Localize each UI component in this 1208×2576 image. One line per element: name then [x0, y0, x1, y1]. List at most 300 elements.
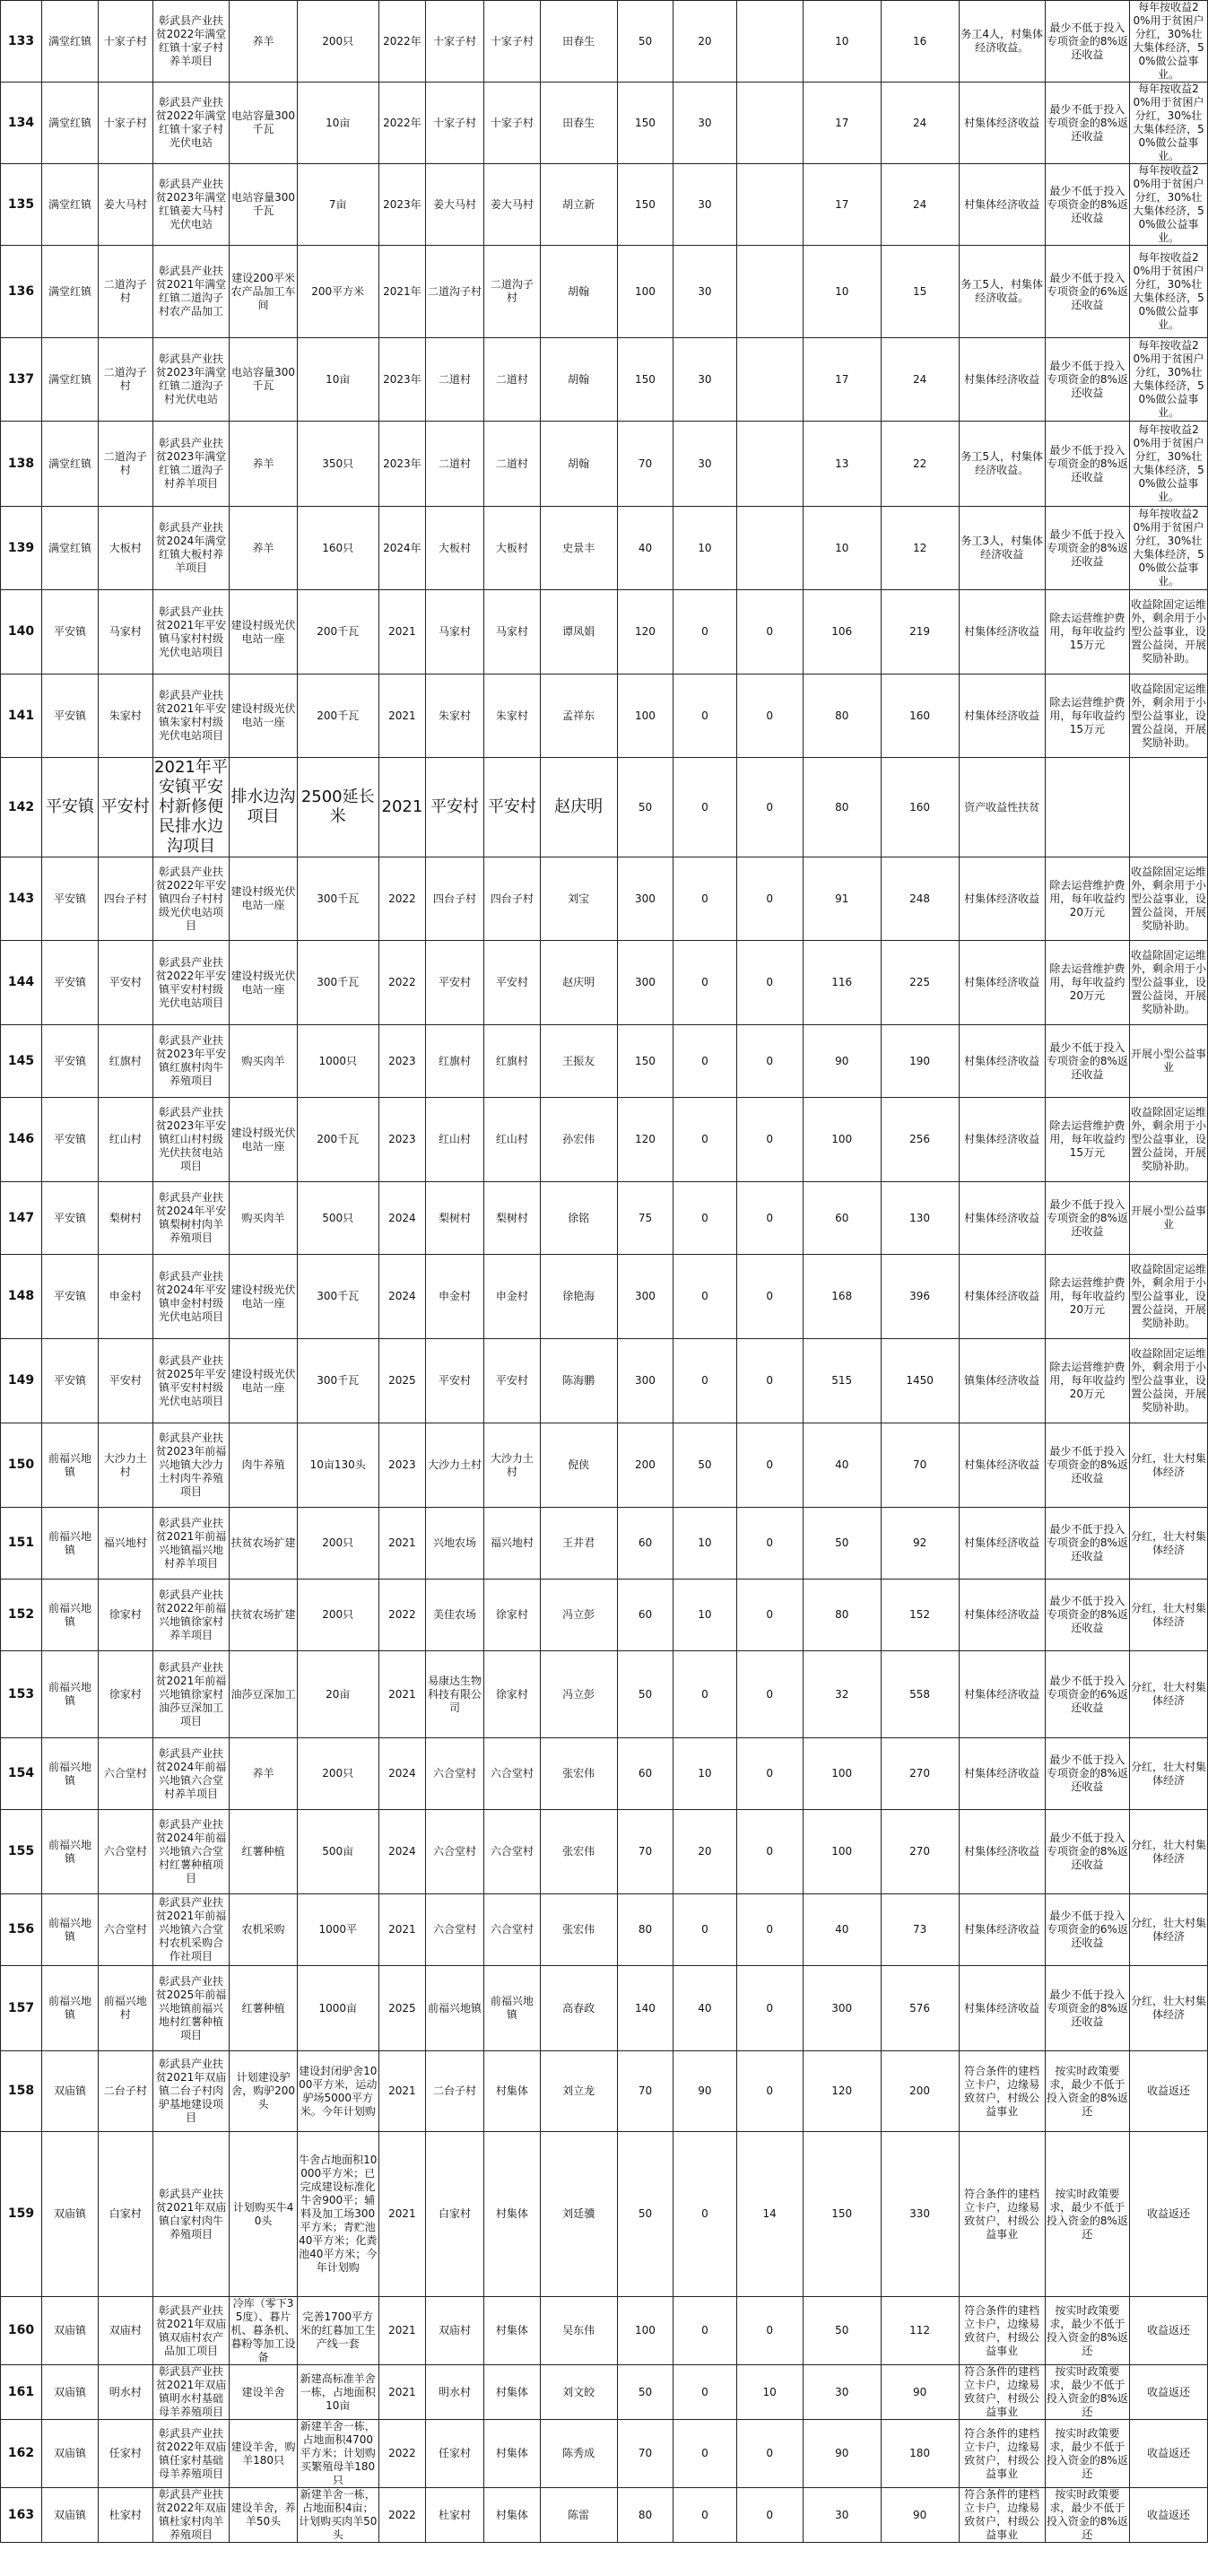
- fund-cell: 0: [674, 2420, 736, 2488]
- total-investment-cell: 300: [617, 1255, 674, 1339]
- amount-cell-1: 0: [736, 758, 803, 857]
- amount-cell-2: 40: [803, 1423, 881, 1508]
- amount-cell-1: 0: [736, 1098, 803, 1182]
- amount-cell-2: 100: [803, 1738, 881, 1810]
- town-cell: 满堂红镇: [42, 422, 99, 507]
- scale-cell: 新建羊舍一栋，占地面积4700平方米；计划购买繁殖母羊180只: [297, 2420, 378, 2488]
- fund-cell: 0: [674, 2132, 736, 2297]
- village-cell: 六合堂村: [98, 1810, 152, 1894]
- row-number: 141: [1, 674, 42, 758]
- benefit-mode-cell: 村集体经济收益: [959, 857, 1045, 941]
- table-row: [1, 1, 1208, 83]
- total-investment-cell: 60: [617, 1508, 674, 1580]
- amount-cell-1: [736, 246, 803, 338]
- town-cell: 平安镇: [42, 674, 99, 758]
- village-cell: 十家子村: [98, 1, 152, 83]
- contact-person-cell: 王井君: [540, 1508, 617, 1580]
- scale-cell: 160只: [297, 507, 378, 590]
- owner-cell: 六合堂村: [483, 1738, 540, 1810]
- project-name-cell: 彰武县产业扶贫2023年平安镇红旗村肉牛养殖项目: [152, 1025, 230, 1098]
- row-number: 150: [1, 1423, 42, 1508]
- contact-person-cell: 胡翰: [540, 338, 617, 422]
- table-row: [1, 422, 1208, 507]
- year-cell: 2022: [378, 941, 425, 1025]
- amount-cell-2: 100: [803, 1810, 881, 1894]
- construction-content-cell: 农机采购: [230, 1894, 297, 1966]
- amount-cell-3: 16: [881, 1, 959, 83]
- amount-cell-2: 10: [803, 1, 881, 83]
- amount-cell-1: 0: [736, 1580, 803, 1651]
- amount-cell-2: 13: [803, 422, 881, 507]
- site-cell: 任家村: [426, 2420, 484, 2488]
- fund-cell: 0: [674, 1255, 736, 1339]
- row-number: 154: [1, 1738, 42, 1810]
- fund-cell: 10: [674, 1508, 736, 1580]
- benefit-mode-cell: 符合条件的建档立卡户，边缘易致贫户，村级公益事业: [959, 2132, 1045, 2297]
- amount-cell-2: 60: [803, 1182, 881, 1255]
- year-cell: 2023: [378, 1423, 425, 1508]
- fund-cell: 0: [674, 590, 736, 674]
- owner-cell: 十家子村: [483, 1, 540, 83]
- row-number: 137: [1, 338, 42, 422]
- village-cell: 杜家村: [98, 2488, 152, 2543]
- amount-cell-2: 515: [803, 1339, 881, 1423]
- town-cell: 前福兴地镇: [42, 1423, 99, 1508]
- contact-person-cell: 刘廷骥: [540, 2132, 617, 2297]
- table-row: [1, 164, 1208, 246]
- town-cell: 满堂红镇: [42, 246, 99, 338]
- contact-person-cell: 胡翰: [540, 422, 617, 507]
- income-use-cell: 收益除固定运维外，剩余用于小型公益事业，设置公益岗，开展奖励补助。: [1130, 590, 1208, 674]
- site-cell: 二道沟子村: [426, 246, 484, 338]
- amount-cell-2: 80: [803, 1580, 881, 1651]
- income-use-cell: 收益返还: [1130, 2051, 1208, 2132]
- year-cell: 2023年: [378, 422, 425, 507]
- total-investment-cell: 300: [617, 941, 674, 1025]
- site-cell: 兴地农场: [426, 1508, 484, 1580]
- table-row: [1, 2420, 1208, 2488]
- town-cell: 平安镇: [42, 758, 99, 857]
- amount-cell-2: 90: [803, 2420, 881, 2488]
- village-cell: 马家村: [98, 590, 152, 674]
- contact-person-cell: 冯立彭: [540, 1580, 617, 1651]
- benefit-mode-cell: 村集体经济收益: [959, 1508, 1045, 1580]
- row-number: 162: [1, 2420, 42, 2488]
- fund-cell: 0: [674, 1894, 736, 1966]
- town-cell: 平安镇: [42, 1255, 99, 1339]
- fund-cell: 0: [674, 1182, 736, 1255]
- scale-cell: 新建高标准羊舍一栋，占地面积10亩: [297, 2365, 378, 2420]
- village-cell: 红旗村: [98, 1025, 152, 1098]
- village-cell: 徐家村: [98, 1580, 152, 1651]
- amount-cell-3: 1450: [881, 1339, 959, 1423]
- project-name-cell: 彰武县产业扶贫2022年满堂红镇十家子村养羊项目: [152, 1, 230, 83]
- amount-cell-1: 0: [736, 1025, 803, 1098]
- total-investment-cell: 50: [617, 1651, 674, 1738]
- row-number: 160: [1, 2297, 42, 2365]
- amount-cell-3: 256: [881, 1098, 959, 1182]
- amount-cell-1: 0: [736, 1255, 803, 1339]
- construction-content-cell: 建设村级光伏电站一座: [230, 1098, 297, 1182]
- owner-cell: 大沙力土村: [483, 1423, 540, 1508]
- table-row: [1, 2365, 1208, 2420]
- scale-cell: 20亩: [297, 1651, 378, 1738]
- income-use-cell: 每年按收益20%用于贫困户分红，30%壮大集体经济，50%做公益事业。: [1130, 507, 1208, 590]
- village-cell: 双庙村: [98, 2297, 152, 2365]
- benefit-mode-cell: 村集体经济收益: [959, 1182, 1045, 1255]
- income-use-cell: 分红，壮大村集体经济: [1130, 1810, 1208, 1894]
- return-rule-cell: 除去运营维护费用，每年收益约20万元: [1045, 941, 1129, 1025]
- year-cell: 2022年: [378, 1, 425, 83]
- construction-content-cell: 计划购买牛40头: [230, 2132, 297, 2297]
- village-cell: 二台子村: [98, 2051, 152, 2132]
- return-rule-cell: 最少不低于投入专项资金的6%返还收益: [1045, 246, 1129, 338]
- year-cell: 2021: [378, 2297, 425, 2365]
- village-cell: 明水村: [98, 2365, 152, 2420]
- table-row: [1, 941, 1208, 1025]
- scale-cell: 建设封闭驴舍1000平方米，运动驴场5000平方米。今年计划购: [297, 2051, 378, 2132]
- fund-cell: 0: [674, 1098, 736, 1182]
- income-use-cell: 开展小型公益事业: [1130, 1025, 1208, 1098]
- benefit-mode-cell: 务工5人，村集体经济收益。: [959, 422, 1045, 507]
- town-cell: 前福兴地镇: [42, 1894, 99, 1966]
- contact-person-cell: 徐铭: [540, 1182, 617, 1255]
- owner-cell: 二道沟子村: [483, 246, 540, 338]
- income-use-cell: 分红，壮大村集体经济: [1130, 1580, 1208, 1651]
- amount-cell-3: 558: [881, 1651, 959, 1738]
- project-name-cell: 彰武县产业扶贫2022年双庙镇任家村基础母羊养殖项目: [152, 2420, 230, 2488]
- table-row: [1, 1651, 1208, 1738]
- income-use-cell: 每年按收益20%用于贫困户分红，30%壮大集体经济，50%做公益事业。: [1130, 1, 1208, 83]
- return-rule-cell: 除去运营维护费用，每年收益约15万元: [1045, 674, 1129, 758]
- amount-cell-3: 70: [881, 1423, 959, 1508]
- site-cell: 白家村: [426, 2132, 484, 2297]
- village-cell: 平安村: [98, 941, 152, 1025]
- owner-cell: 前福兴地镇: [483, 1966, 540, 2051]
- project-name-cell: 彰武县产业扶贫2023年平安镇红山村村级光伏扶贫电站项目: [152, 1098, 230, 1182]
- amount-cell-3: 24: [881, 338, 959, 422]
- return-rule-cell: 最少不低于投入专项资金的8%返还收益: [1045, 1025, 1129, 1098]
- construction-content-cell: 计划建设驴舍，购驴200头: [230, 2051, 297, 2132]
- fund-cell: 20: [674, 1810, 736, 1894]
- return-rule-cell: 按实时政策要求，最少不低于投入资金的8%返还: [1045, 2051, 1129, 2132]
- amount-cell-3: 225: [881, 941, 959, 1025]
- amount-cell-2: 30: [803, 2488, 881, 2543]
- income-use-cell: 每年按收益20%用于贫困户分红，30%壮大集体经济，50%做公益事业。: [1130, 83, 1208, 164]
- row-number: 147: [1, 1182, 42, 1255]
- amount-cell-1: [736, 164, 803, 246]
- return-rule-cell: 最少不低于投入专项资金的8%返还收益: [1045, 507, 1129, 590]
- fund-cell: 0: [674, 1651, 736, 1738]
- town-cell: 双庙镇: [42, 2132, 99, 2297]
- amount-cell-3: 576: [881, 1966, 959, 2051]
- amount-cell-2: 80: [803, 674, 881, 758]
- table-row: [1, 1810, 1208, 1894]
- scale-cell: 牛舍占地面积10000平方米；已完成建设标准化牛舍900平；辅料及加工场300平方米；青贮池40平方米；化粪池40平方米；今年计划购: [297, 2132, 378, 2297]
- return-rule-cell: 除去运营维护费用，每年收益约20万元: [1045, 1255, 1129, 1339]
- year-cell: 2024: [378, 1738, 425, 1810]
- site-cell: 朱家村: [426, 674, 484, 758]
- total-investment-cell: 80: [617, 1894, 674, 1966]
- scale-cell: 200只: [297, 1738, 378, 1810]
- scale-cell: 1000只: [297, 1025, 378, 1098]
- site-cell: 平安村: [426, 1339, 484, 1423]
- table-row: [1, 857, 1208, 941]
- construction-content-cell: 扶贫农场扩建: [230, 1580, 297, 1651]
- owner-cell: 二道村: [483, 422, 540, 507]
- total-investment-cell: 70: [617, 2051, 674, 2132]
- year-cell: 2022: [378, 2488, 425, 2543]
- total-investment-cell: 100: [617, 674, 674, 758]
- town-cell: 双庙镇: [42, 2365, 99, 2420]
- income-use-cell: 分红，壮大村集体经济: [1130, 1423, 1208, 1508]
- village-cell: 二道沟子村: [98, 246, 152, 338]
- benefit-mode-cell: 村集体经济收益: [959, 1025, 1045, 1098]
- project-name-cell: 彰武县产业扶贫2021年双庙镇白家村肉牛养殖项目: [152, 2132, 230, 2297]
- site-cell: 红旗村: [426, 1025, 484, 1098]
- scale-cell: 200千瓦: [297, 590, 378, 674]
- return-rule-cell: 最少不低于投入专项资金的8%返还收益: [1045, 1423, 1129, 1508]
- contact-person-cell: 陈海鹏: [540, 1339, 617, 1423]
- amount-cell-2: 80: [803, 758, 881, 857]
- town-cell: 前福兴地镇: [42, 1651, 99, 1738]
- year-cell: 2024年: [378, 507, 425, 590]
- scale-cell: 10亩: [297, 83, 378, 164]
- fund-cell: 10: [674, 507, 736, 590]
- row-number: 153: [1, 1651, 42, 1738]
- benefit-mode-cell: 村集体经济收益: [959, 1255, 1045, 1339]
- amount-cell-1: 0: [736, 1810, 803, 1894]
- fund-cell: 0: [674, 941, 736, 1025]
- contact-person-cell: 刘立龙: [540, 2051, 617, 2132]
- income-use-cell: 每年按收益20%用于贫困户分红，30%壮大集体经济，50%做公益事业。: [1130, 338, 1208, 422]
- row-number: 145: [1, 1025, 42, 1098]
- construction-content-cell: 建设200平米农产品加工车间: [230, 246, 297, 338]
- fund-cell: 10: [674, 1580, 736, 1651]
- contact-person-cell: 田春生: [540, 83, 617, 164]
- project-name-cell: 彰武县产业扶贫2021年平安镇朱家村村级光伏电站项目: [152, 674, 230, 758]
- contact-person-cell: 王振友: [540, 1025, 617, 1098]
- benefit-mode-cell: 村集体经济收益: [959, 1966, 1045, 2051]
- contact-person-cell: 谭凤娟: [540, 590, 617, 674]
- amount-cell-2: 100: [803, 1098, 881, 1182]
- amount-cell-1: 0: [736, 941, 803, 1025]
- table-row: [1, 2297, 1208, 2365]
- fund-cell: 0: [674, 2297, 736, 2365]
- owner-cell: 马家村: [483, 590, 540, 674]
- amount-cell-3: 15: [881, 246, 959, 338]
- income-use-cell: [1130, 758, 1208, 857]
- project-name-cell: 彰武县产业扶贫2022年平安镇四台子村村级光伏电站项目: [152, 857, 230, 941]
- year-cell: 2021: [378, 590, 425, 674]
- owner-cell: 姜大马村: [483, 164, 540, 246]
- owner-cell: 村集体: [483, 2132, 540, 2297]
- return-rule-cell: 最少不低于投入专项资金的8%返还收益: [1045, 1, 1129, 83]
- project-name-cell: 2021年平安镇平安村新修便民排水边沟项目: [154, 758, 228, 856]
- amount-cell-2: 40: [803, 1894, 881, 1966]
- site-cell: 杜家村: [426, 2488, 484, 2543]
- construction-content-cell: 建设村级光伏电站一座: [230, 590, 297, 674]
- return-rule-cell: 最少不低于投入专项资金的8%返还收益: [1045, 1182, 1129, 1255]
- income-use-cell: 分红，壮大村集体经济: [1130, 1966, 1208, 2051]
- amount-cell-2: 30: [803, 2365, 881, 2420]
- amount-cell-3: 130: [881, 1182, 959, 1255]
- fund-cell: 30: [674, 422, 736, 507]
- project-name-cell: 彰武县产业扶贫2023年前福兴地镇大沙力土村肉牛养殖项目: [152, 1423, 230, 1508]
- return-rule-cell: 除去运营维护费用，每年收益约20万元: [1045, 857, 1129, 941]
- construction-content-cell: 电站容量300千瓦: [230, 338, 297, 422]
- table-row: [1, 83, 1208, 164]
- row-number: 142: [1, 758, 42, 857]
- construction-content-cell: 购买肉羊: [230, 1025, 297, 1098]
- total-investment-cell: 75: [617, 1182, 674, 1255]
- fund-cell: 30: [674, 246, 736, 338]
- town-cell: 平安镇: [42, 1182, 99, 1255]
- construction-content-cell: 建设羊舍: [230, 2365, 297, 2420]
- table-row: [1, 1098, 1208, 1182]
- project-name-cell: 彰武县产业扶贫2022年前福兴地镇徐家村养羊项目: [152, 1580, 230, 1651]
- construction-content-cell: 冷库（零下35度）、暮片机、暮条机、暮粉等加工设备: [230, 2297, 296, 2363]
- row-number: 159: [1, 2132, 42, 2297]
- benefit-mode-cell: 村集体经济收益: [959, 1894, 1045, 1966]
- amount-cell-3: 330: [881, 2132, 959, 2297]
- town-cell: 满堂红镇: [42, 1, 99, 83]
- benefit-mode-cell: 务工4人，村集体经济收益。: [959, 1, 1045, 83]
- construction-content-cell: 购买肉羊: [230, 1182, 297, 1255]
- construction-content-cell: 养羊: [230, 422, 297, 507]
- owner-cell: 红旗村: [483, 1025, 540, 1098]
- income-use-cell: 收益返还: [1130, 2420, 1208, 2488]
- income-use-cell: 收益除固定运维外，剩余用于小型公益事业，设置公益岗，开展奖励补助。: [1130, 1255, 1208, 1339]
- income-use-cell: 收益返还: [1130, 2132, 1208, 2297]
- amount-cell-3: 90: [881, 2488, 959, 2543]
- amount-cell-1: [736, 507, 803, 590]
- scale-cell: 300千瓦: [297, 1255, 378, 1339]
- amount-cell-3: 180: [881, 2420, 959, 2488]
- site-cell: 姜大马村: [426, 164, 484, 246]
- amount-cell-1: 0: [736, 590, 803, 674]
- table-row: [1, 758, 1208, 857]
- row-number: 151: [1, 1508, 42, 1580]
- amount-cell-2: 17: [803, 83, 881, 164]
- table-row: [1, 1339, 1208, 1423]
- project-name-cell: 彰武县产业扶贫2023年满堂红镇二道沟子村光伏电站: [152, 338, 230, 422]
- return-rule-cell: 最少不低于投入专项资金的8%返还收益: [1045, 1810, 1129, 1894]
- table-row: [1, 1580, 1208, 1651]
- town-cell: 满堂红镇: [42, 507, 99, 590]
- amount-cell-3: 24: [881, 83, 959, 164]
- village-cell: 大板村: [98, 507, 152, 590]
- row-number: 146: [1, 1098, 42, 1182]
- return-rule-cell: 最少不低于投入专项资金的8%返还收益: [1045, 1738, 1129, 1810]
- town-cell: 双庙镇: [42, 2420, 99, 2488]
- owner-cell: 徐家村: [483, 1651, 540, 1738]
- benefit-mode-cell: 村集体经济收益: [959, 83, 1045, 164]
- amount-cell-2: 32: [803, 1651, 881, 1738]
- return-rule-cell: 按实时政策要求，最少不低于投入资金的8%返还: [1045, 2132, 1129, 2297]
- income-use-cell: 收益除固定运维外，剩余用于小型公益事业，设置公益岗，开展奖励补助。: [1130, 674, 1208, 758]
- income-use-cell: 收益返还: [1130, 2488, 1208, 2543]
- amount-cell-3: 12: [881, 507, 959, 590]
- table-row: [1, 590, 1208, 674]
- return-rule-cell: 最少不低于投入专项资金的8%返还收益: [1045, 164, 1129, 246]
- benefit-mode-cell: 符合条件的建档立卡户，边缘易致贫户，村级公益事业: [959, 2420, 1045, 2488]
- amount-cell-3: 219: [881, 590, 959, 674]
- project-name-cell: 彰武县产业扶贫2021年满堂红镇二道沟子村农产品加工: [152, 246, 230, 338]
- contact-person-cell: 张宏伟: [540, 1894, 617, 1966]
- scale-cell: 500只: [297, 1182, 378, 1255]
- village-cell: 二道沟子村: [98, 338, 152, 422]
- owner-cell: 梨树村: [483, 1182, 540, 1255]
- total-investment-cell: 140: [617, 1966, 674, 2051]
- return-rule-cell: 最少不低于投入专项资金的6%返还收益: [1045, 1894, 1129, 1966]
- amount-cell-3: 24: [881, 164, 959, 246]
- construction-content-cell: 建设村级光伏电站一座: [230, 1255, 297, 1339]
- return-rule-cell: 按实时政策要求，最少不低于投入资金的8%返还: [1045, 2297, 1129, 2365]
- return-rule-cell: 按实时政策要求，最少不低于投入资金的8%返还: [1046, 2365, 1128, 2418]
- construction-content-cell: 养羊: [230, 507, 297, 590]
- project-name-cell: 彰武县产业扶贫2024年前福兴地镇六合堂村红薯种植项目: [152, 1810, 230, 1894]
- town-cell: 平安镇: [42, 1339, 99, 1423]
- fund-cell: 0: [674, 2365, 736, 2420]
- fund-cell: 0: [674, 674, 736, 758]
- amount-cell-2: 300: [803, 1966, 881, 2051]
- owner-cell: 六合堂村: [483, 1894, 540, 1966]
- table-row: [1, 2051, 1208, 2132]
- return-rule-cell: 最少不低于投入专项资金的8%返还收益: [1045, 1580, 1129, 1651]
- site-cell: 申金村: [426, 1255, 484, 1339]
- village-cell: 平安村: [98, 1339, 152, 1423]
- contact-person-cell: 吴东伟: [540, 2297, 617, 2365]
- total-investment-cell: 100: [617, 2297, 674, 2365]
- project-name-cell: 彰武县产业扶贫2021年前福兴地镇徐家村油莎豆深加工项目: [152, 1651, 230, 1738]
- year-cell: 2025: [378, 1339, 425, 1423]
- income-use-cell: 开展小型公益事业: [1130, 1182, 1208, 1255]
- year-cell: 2021: [378, 1894, 425, 1966]
- year-cell: 2022: [378, 1580, 425, 1651]
- amount-cell-1: 0: [736, 2051, 803, 2132]
- benefit-mode-cell: 镇集体经济收益: [959, 1339, 1045, 1423]
- table-row: [1, 1508, 1208, 1580]
- project-name-cell: 彰武县产业扶贫2024年前福兴地镇六合堂村养羊项目: [152, 1738, 230, 1810]
- year-cell: 2021: [378, 1508, 425, 1580]
- year-cell: 2022: [378, 2420, 425, 2488]
- scale-cell: 新建羊舍一栋，占地面积4亩；计划购买肉羊50头: [299, 2488, 378, 2541]
- amount-cell-2: 106: [803, 590, 881, 674]
- project-name-cell: 彰武县产业扶贫2024年平安镇梨树村肉羊养殖项目: [152, 1182, 230, 1255]
- construction-content-cell: 排水边沟项目: [230, 758, 297, 857]
- fund-cell: 0: [674, 1339, 736, 1423]
- row-number: 133: [1, 1, 42, 83]
- site-cell: 易康达生物科技有限公司: [426, 1651, 484, 1738]
- amount-cell-1: 0: [736, 2420, 803, 2488]
- site-cell: 平安村: [426, 941, 484, 1025]
- benefit-mode-cell: 务工3人，村集体经济收益: [959, 507, 1045, 590]
- amount-cell-1: [736, 83, 803, 164]
- village-cell: 二道沟子村: [98, 422, 152, 507]
- project-name-cell: 彰武县产业扶贫2023年满堂红镇二道沟子村养羊项目: [152, 422, 230, 507]
- year-cell: 2023年: [378, 338, 425, 422]
- total-investment-cell: 200: [617, 1423, 674, 1508]
- owner-cell: 红山村: [483, 1098, 540, 1182]
- benefit-mode-cell: 符合条件的建档立卡户，边缘易致贫户，村级公益事业: [959, 2051, 1045, 2132]
- table-row: [1, 674, 1208, 758]
- contact-person-cell: 史景丰: [540, 507, 617, 590]
- year-cell: 2024: [378, 1182, 425, 1255]
- amount-cell-3: 270: [881, 1810, 959, 1894]
- village-cell: 申金村: [98, 1255, 152, 1339]
- return-rule-cell: 最少不低于投入专项资金的8%返还收益: [1045, 83, 1129, 164]
